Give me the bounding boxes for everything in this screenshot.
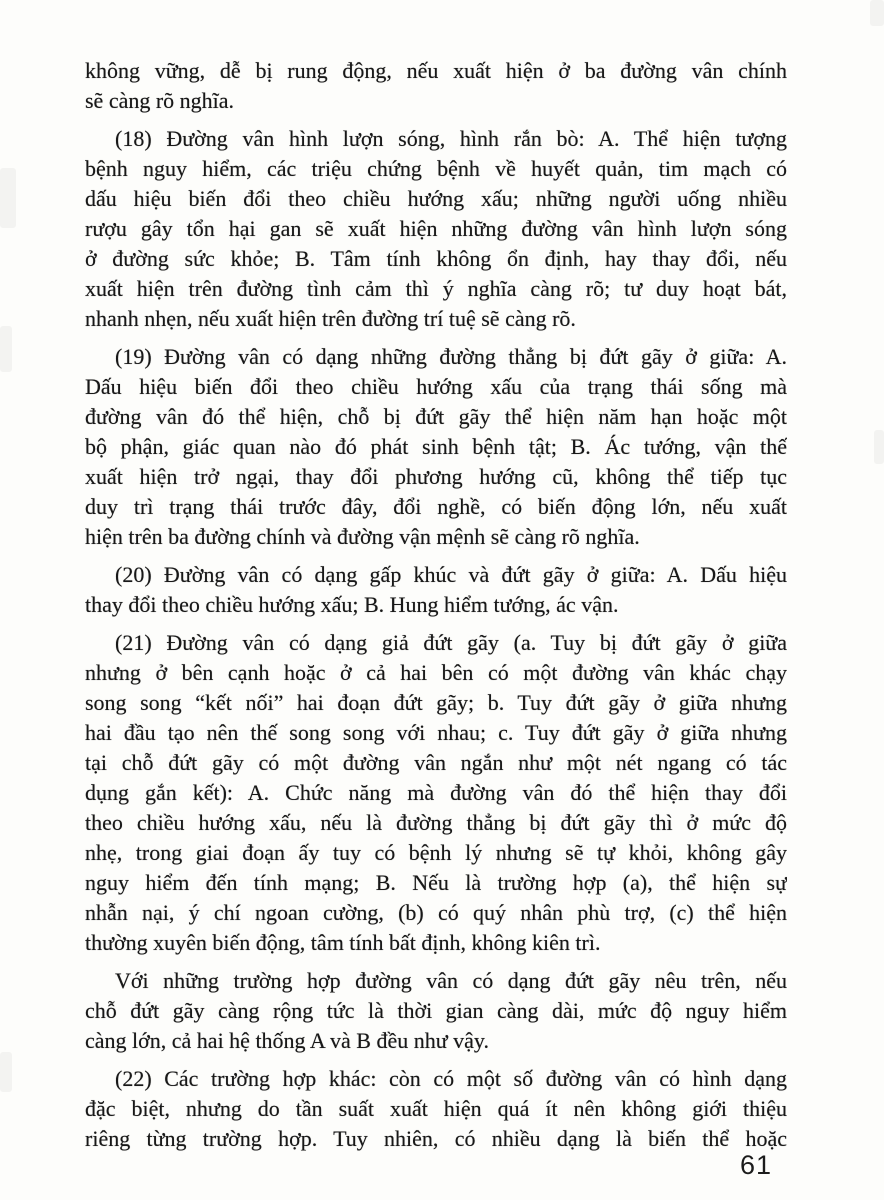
paragraph [85,560,787,620]
text-line: bộ phận, giác quan nào đó phát sinh bệnh tật; B. Ác tướng, vận thế [85,434,787,459]
scan-smudge [870,0,884,26]
scan-smudge [0,168,16,228]
paragraph [85,966,787,1056]
text-line: không vững, dễ bị rung động, nếu xuất hiện ở ba đường vân chính [85,58,787,83]
text-line: ở đường sức khỏe; B. Tâm tính không ổn định, hay thay đổi, nếu [85,246,787,271]
text-line: hai đầu tạo nên thế song song với nhau; c. Tuy đứt gãy ở giữa nhưng [85,720,787,745]
text-line: xuất hiện trên đường tình cảm thì ý nghĩa càng rõ; tư duy hoạt bát, [85,276,787,301]
paragraph [85,124,787,334]
text-line: riêng từng trường hợp. Tuy nhiên, có nhiều dạng là biến thể hoặc [85,1126,787,1151]
page-text [85,56,787,1154]
text-line: nhanh nhẹn, nếu xuất hiện trên đường trí tuệ sẽ càng rõ. [85,306,576,331]
text-line: nhưng ở bên cạnh hoặc ở cả hai bên có một đường vân khác chạy [85,660,787,685]
text-line: chỗ đứt gãy càng rộng tức là thời gian càng dài, mức độ nguy hiểm [85,998,787,1023]
text-line: (19) Đường vân có dạng những đường thẳng bị đứt gãy ở giữa: A. [115,344,787,369]
text-line: rượu gây tổn hại gan sẽ xuất hiện những đường vân hình lượn sóng [85,216,787,241]
text-line: thay đổi theo chiều hướng xấu; B. Hung hiểm tướng, ác vận. [85,592,619,617]
text-line: hiện trên ba đường chính và đường vận mệnh sẽ càng rõ nghĩa. [85,524,640,549]
text-line: dụng gắn kết): A. Chức năng mà đường vân đó thể hiện thay đổi [85,780,787,805]
text-line: dấu hiệu biến đổi theo chiều hướng xấu; những người uống nhiều [85,186,787,211]
page-number: 61 [739,1150,772,1180]
text-line: càng lớn, cả hai hệ thống A và B đều như vậy. [85,1028,489,1053]
text-line: (21) Đường vân có dạng giả đứt gãy (a. Tuy bị đứt gãy ở giữa [115,630,787,655]
text-line: tại chỗ đứt gãy có một đường vân ngắn như một nét ngang có tác [85,750,787,775]
text-line: theo chiều hướng xấu, nếu là đường thẳng bị đứt gãy thì ở mức độ [85,810,787,835]
text-line: Với những trường hợp đường vân có dạng đứt gãy nêu trên, nếu [115,968,787,993]
paragraph [85,628,787,958]
text-line: xuất hiện trở ngại, thay đổi phương hướng cũ, không thể tiếp tục [85,464,787,489]
text-line: bệnh nguy hiểm, các triệu chứng bệnh về huyết quản, tim mạch có [85,156,787,181]
text-line: (18) Đường vân hình lượn sóng, hình rắn bò: A. Thể hiện tượng [115,126,787,151]
paragraph [85,56,787,116]
text-line: thường xuyên biến động, tâm tính bất định, không kiên trì. [85,930,601,955]
text-line: duy trì trạng thái trước đây, đổi nghề, có biến động lớn, nếu xuất [85,494,787,519]
text-line: nhẹ, trong giai đoạn ấy tuy có bệnh lý nhưng sẽ tự khỏi, không gây [85,840,787,865]
text-line: (20) Đường vân có dạng gấp khúc và đứt gãy ở giữa: A. Dấu hiệu [115,562,787,587]
text-line: (22) Các trường hợp khác: còn có một số đường vân có hình dạng [115,1066,787,1091]
text-line: đường vân đó thể hiện, chỗ bị đứt gãy thể hiện năm hạn hoặc một [85,404,787,429]
text-line: Dấu hiệu biến đổi theo chiều hướng xấu của trạng thái sống mà [85,374,787,399]
text-line: sẽ càng rõ nghĩa. [85,88,235,113]
text-line: nhẫn nại, ý chí ngoan cường, (b) có quý nhân phù trợ, (c) thể hiện [85,900,787,925]
scan-smudge [0,326,12,372]
scan-smudge [874,430,884,464]
text-line: song song “kết nối” hai đoạn đứt gãy; b. Tuy đứt gãy ở giữa nhưng [85,690,787,715]
text-line: nguy hiểm đến tính mạng; B. Nếu là trường hợp (a), thể hiện sự [85,870,787,895]
paragraph [85,1064,787,1154]
scan-smudge [0,1052,12,1092]
text-line: đặc biệt, nhưng do tần suất xuất hiện quá ít nên không giới thiệu [85,1096,787,1121]
paragraph [85,342,787,552]
